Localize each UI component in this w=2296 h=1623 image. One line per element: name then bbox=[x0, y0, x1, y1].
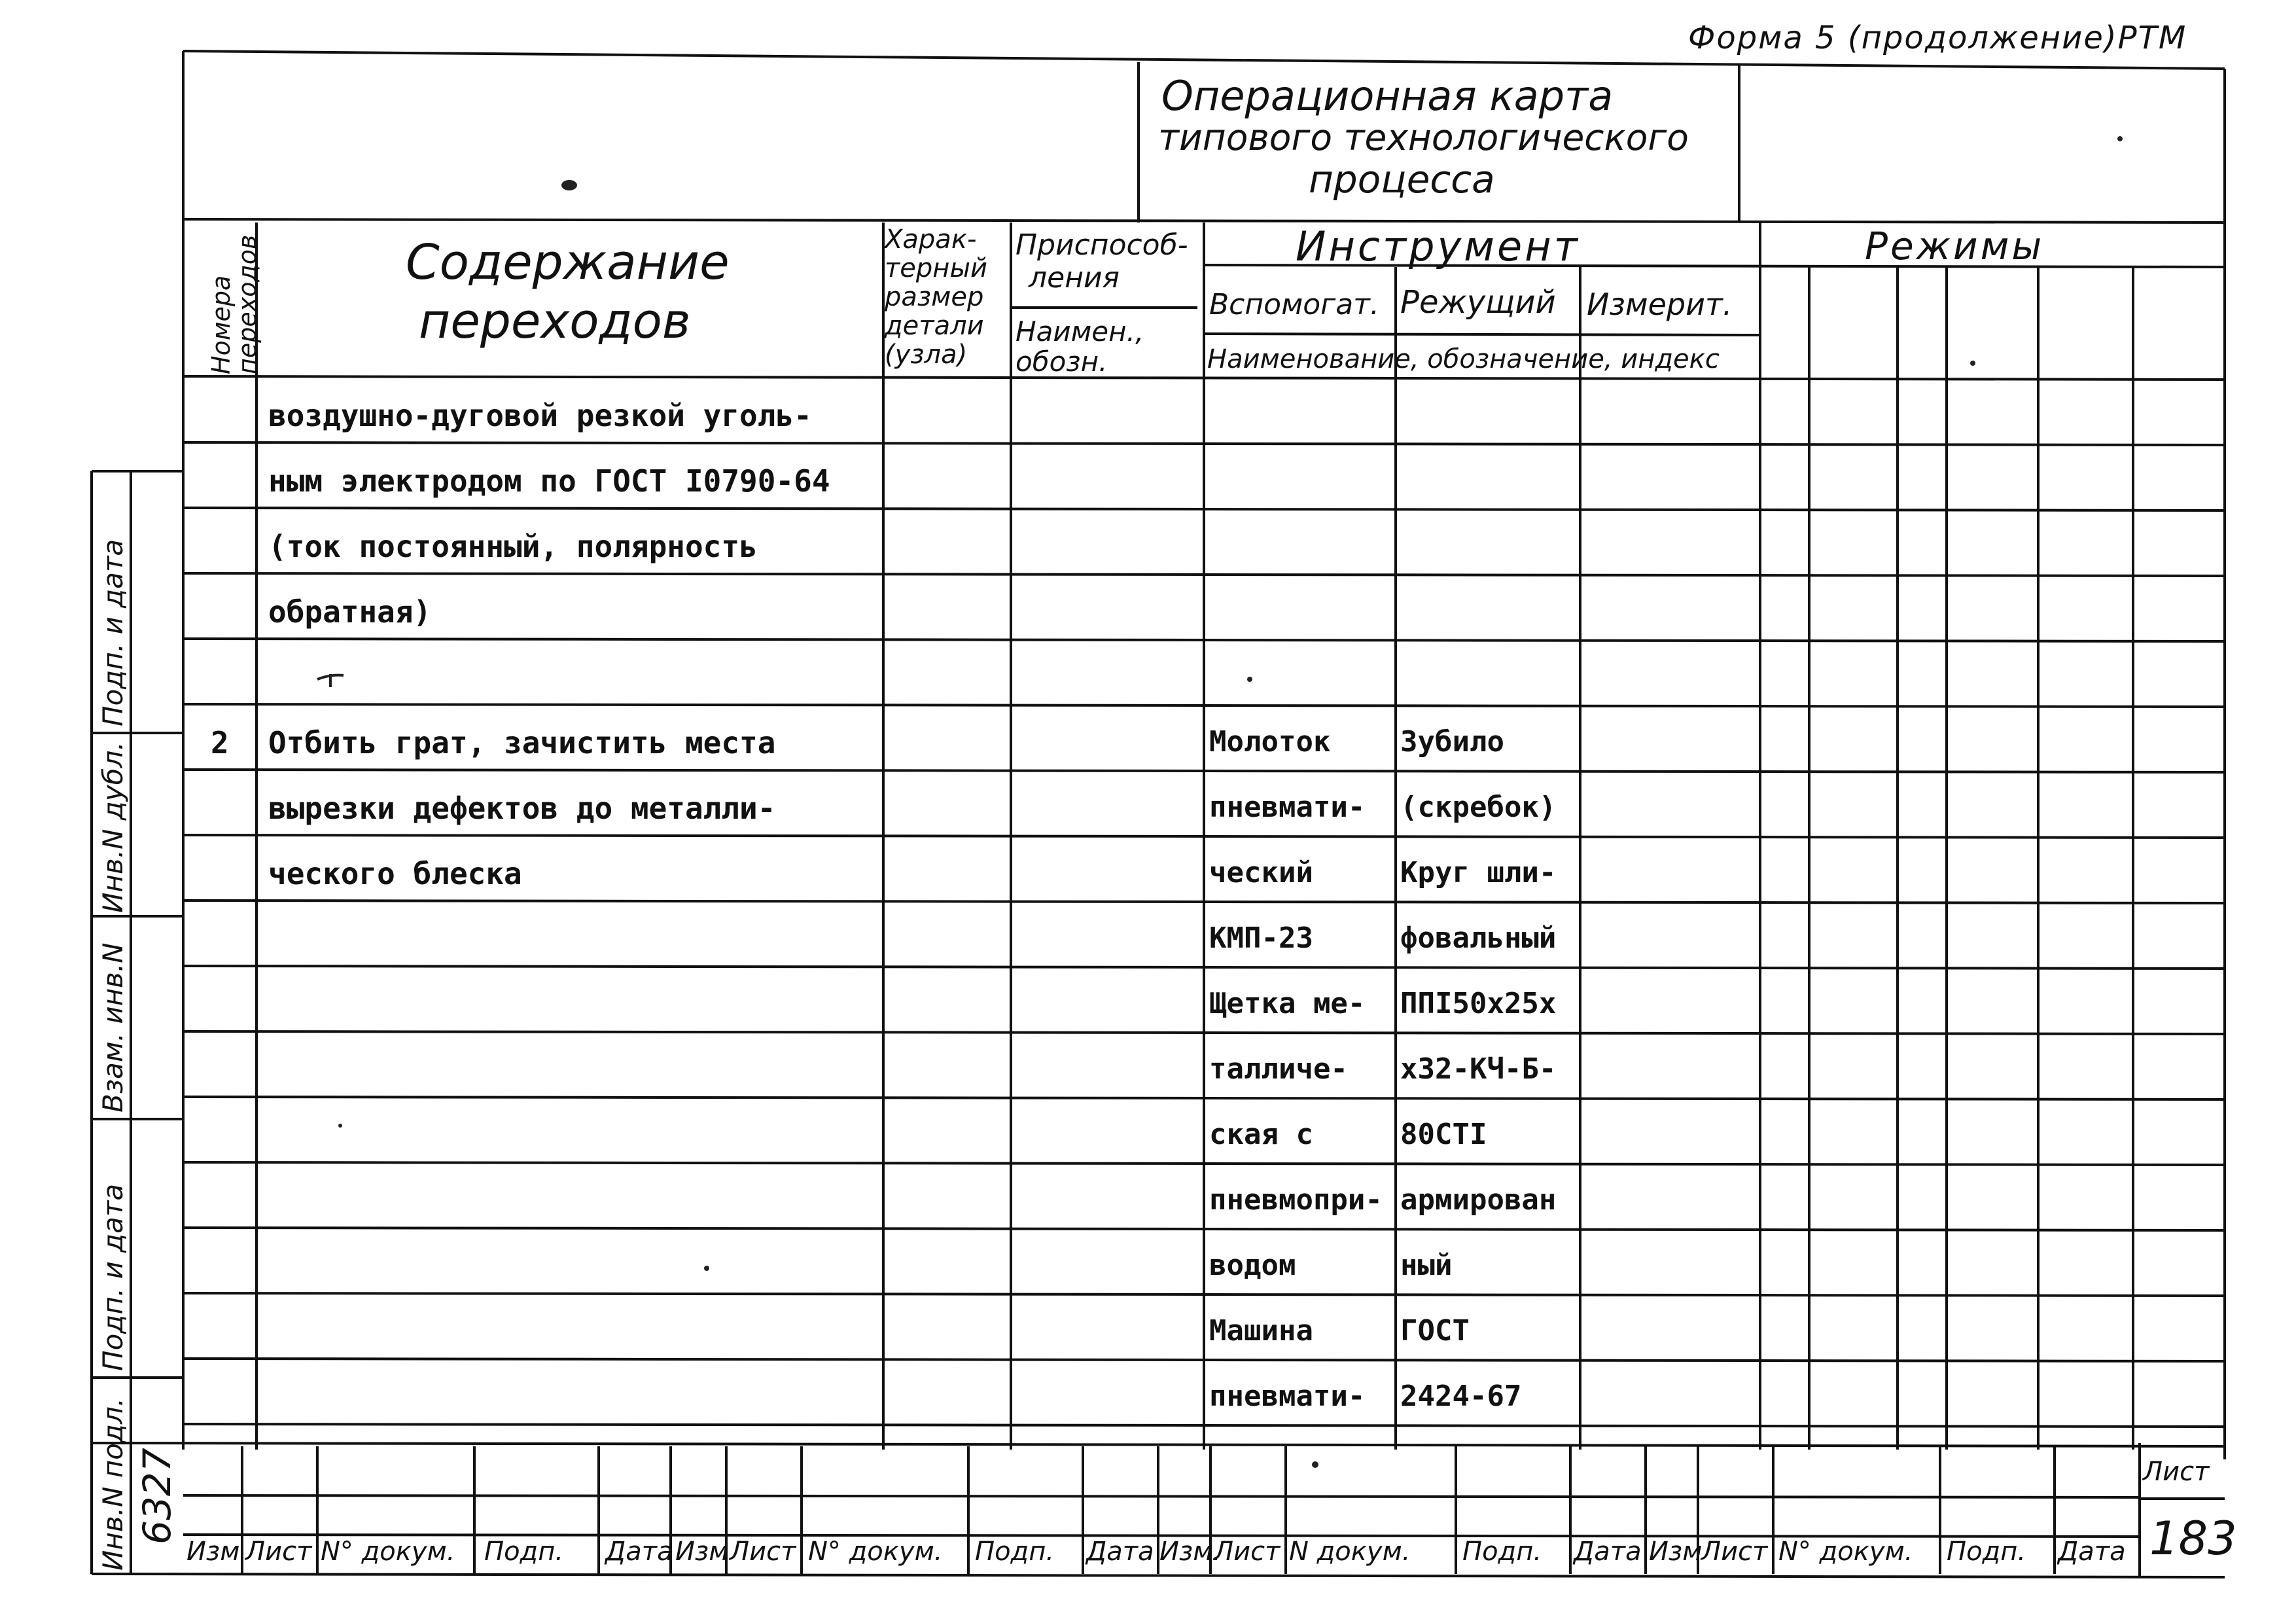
footer-label: Лист bbox=[245, 1537, 312, 1567]
form-label: Форма 5 (продолжение)РТМ bbox=[1688, 20, 2187, 56]
row-cutting-tool: (скребок) bbox=[1400, 791, 1557, 824]
footer-label: N докум. bbox=[1289, 1537, 1411, 1567]
side-label-dup-inv: Инв.N дубл. bbox=[97, 741, 129, 913]
footer-label: Лист bbox=[1214, 1537, 1280, 1567]
header-fixtures-sub: Наимен., обозн. bbox=[1016, 315, 1144, 378]
row-content: ческого блеска bbox=[268, 856, 522, 891]
row-aux-tool: талличе- bbox=[1209, 1052, 1348, 1086]
footer-label: Подп. bbox=[1947, 1537, 2026, 1567]
footer-label: Дата bbox=[605, 1537, 673, 1567]
footer-label: Дата bbox=[1574, 1537, 1642, 1567]
row-content: Отбить грат, зачистить места bbox=[268, 725, 776, 760]
card-title-line-3: процесса bbox=[1309, 157, 1495, 202]
row-cutting-tool: ный bbox=[1400, 1249, 1453, 1282]
footer-label: Изм bbox=[675, 1537, 729, 1567]
row-content: вырезки дефектов до металли- bbox=[268, 791, 776, 826]
row-aux-tool: пневмати- bbox=[1209, 791, 1366, 824]
row-content: воздушно-дуговой резкой уголь- bbox=[268, 398, 812, 433]
footer-label: Лист bbox=[1701, 1537, 1768, 1567]
header-fixtures: Приспособ- ления bbox=[1016, 228, 1188, 294]
header-step-numbers: Номера переходов bbox=[207, 234, 262, 374]
row-cutting-tool: x32-КЧ-Б- bbox=[1400, 1052, 1557, 1086]
row-content: (ток постоянный, полярность bbox=[268, 529, 758, 564]
header-modes: Режимы bbox=[1865, 224, 2045, 268]
sheet-number: 183 bbox=[2149, 1512, 2237, 1565]
footer-label: N° докум. bbox=[321, 1537, 455, 1567]
row-aux-tool: КМП-23 bbox=[1209, 921, 1313, 955]
row-number: 2 bbox=[211, 725, 229, 760]
footer-label: N° докум. bbox=[808, 1537, 943, 1567]
row-cutting-tool: ППI50x25x bbox=[1400, 987, 1557, 1020]
header-instrument-sub: Наименование, обозначение, индекс bbox=[1207, 344, 1720, 374]
footer-label: Подп. bbox=[1462, 1537, 1542, 1567]
header-instrument: Инструмент bbox=[1296, 223, 1580, 270]
card-title-line-1: Операционная карта bbox=[1161, 72, 1614, 120]
side-label-sign-date-2: Подп. и дата bbox=[97, 1183, 129, 1371]
row-aux-tool: Молоток bbox=[1209, 725, 1331, 758]
row-content: ным электродом по ГОСТ I0790-64 bbox=[268, 463, 830, 499]
footer-label: Подп. bbox=[975, 1537, 1055, 1567]
inventory-number: 6327 bbox=[135, 1448, 179, 1544]
header-content-line-2: переходов bbox=[419, 293, 691, 349]
side-label-replace-inv: Взам. инв.N bbox=[97, 942, 129, 1113]
row-content: обратная) bbox=[268, 594, 432, 630]
row-aux-tool: пневмати- bbox=[1209, 1380, 1366, 1413]
row-aux-tool: ческий bbox=[1209, 856, 1313, 889]
row-cutting-tool: фовальный bbox=[1400, 921, 1557, 955]
row-cutting-tool: ГОСТ bbox=[1400, 1314, 1470, 1347]
footer-label: Дата bbox=[1086, 1537, 1154, 1567]
footer-label: Изм bbox=[1649, 1537, 1703, 1567]
row-cutting-tool: 80CTI bbox=[1400, 1118, 1487, 1151]
footer-label: Изм. bbox=[1159, 1537, 1222, 1567]
row-cutting-tool: Круг шли- bbox=[1400, 856, 1557, 889]
row-cutting-tool: армирован bbox=[1400, 1183, 1557, 1217]
row-aux-tool: Щетка ме- bbox=[1209, 987, 1366, 1020]
header-instrument-aux: Вспомогат. bbox=[1209, 288, 1379, 321]
footer-label: N° докум. bbox=[1778, 1537, 1913, 1567]
header-characteristic-size: Харак- терный размер детали (узла) bbox=[885, 224, 988, 370]
row-cutting-tool: Зубило bbox=[1400, 725, 1504, 758]
footer-label: Лист bbox=[730, 1537, 796, 1567]
row-aux-tool: Машина bbox=[1209, 1314, 1313, 1347]
row-aux-tool: ская с bbox=[1209, 1118, 1313, 1151]
row-aux-tool: пневмопри- bbox=[1209, 1183, 1383, 1217]
side-label-sign-date-1: Подп. и дата bbox=[97, 539, 129, 726]
footer-label: Изм bbox=[186, 1537, 240, 1567]
header-content-line-1: Содержание bbox=[406, 234, 730, 291]
footer-label: Дата bbox=[2058, 1537, 2126, 1567]
footer-label: Подп. bbox=[484, 1537, 564, 1567]
row-cutting-tool: 2424-67 bbox=[1400, 1380, 1522, 1413]
header-instrument-cut: Режущий bbox=[1400, 284, 1556, 321]
card-title-line-2: типового технологического bbox=[1158, 116, 1689, 158]
header-instrument-measure: Измерит. bbox=[1587, 287, 1733, 322]
row-aux-tool: водом bbox=[1209, 1249, 1296, 1282]
side-label-orig-inv: Инв.N подл. bbox=[97, 1397, 129, 1571]
sheet-label: Лист bbox=[2143, 1457, 2210, 1487]
